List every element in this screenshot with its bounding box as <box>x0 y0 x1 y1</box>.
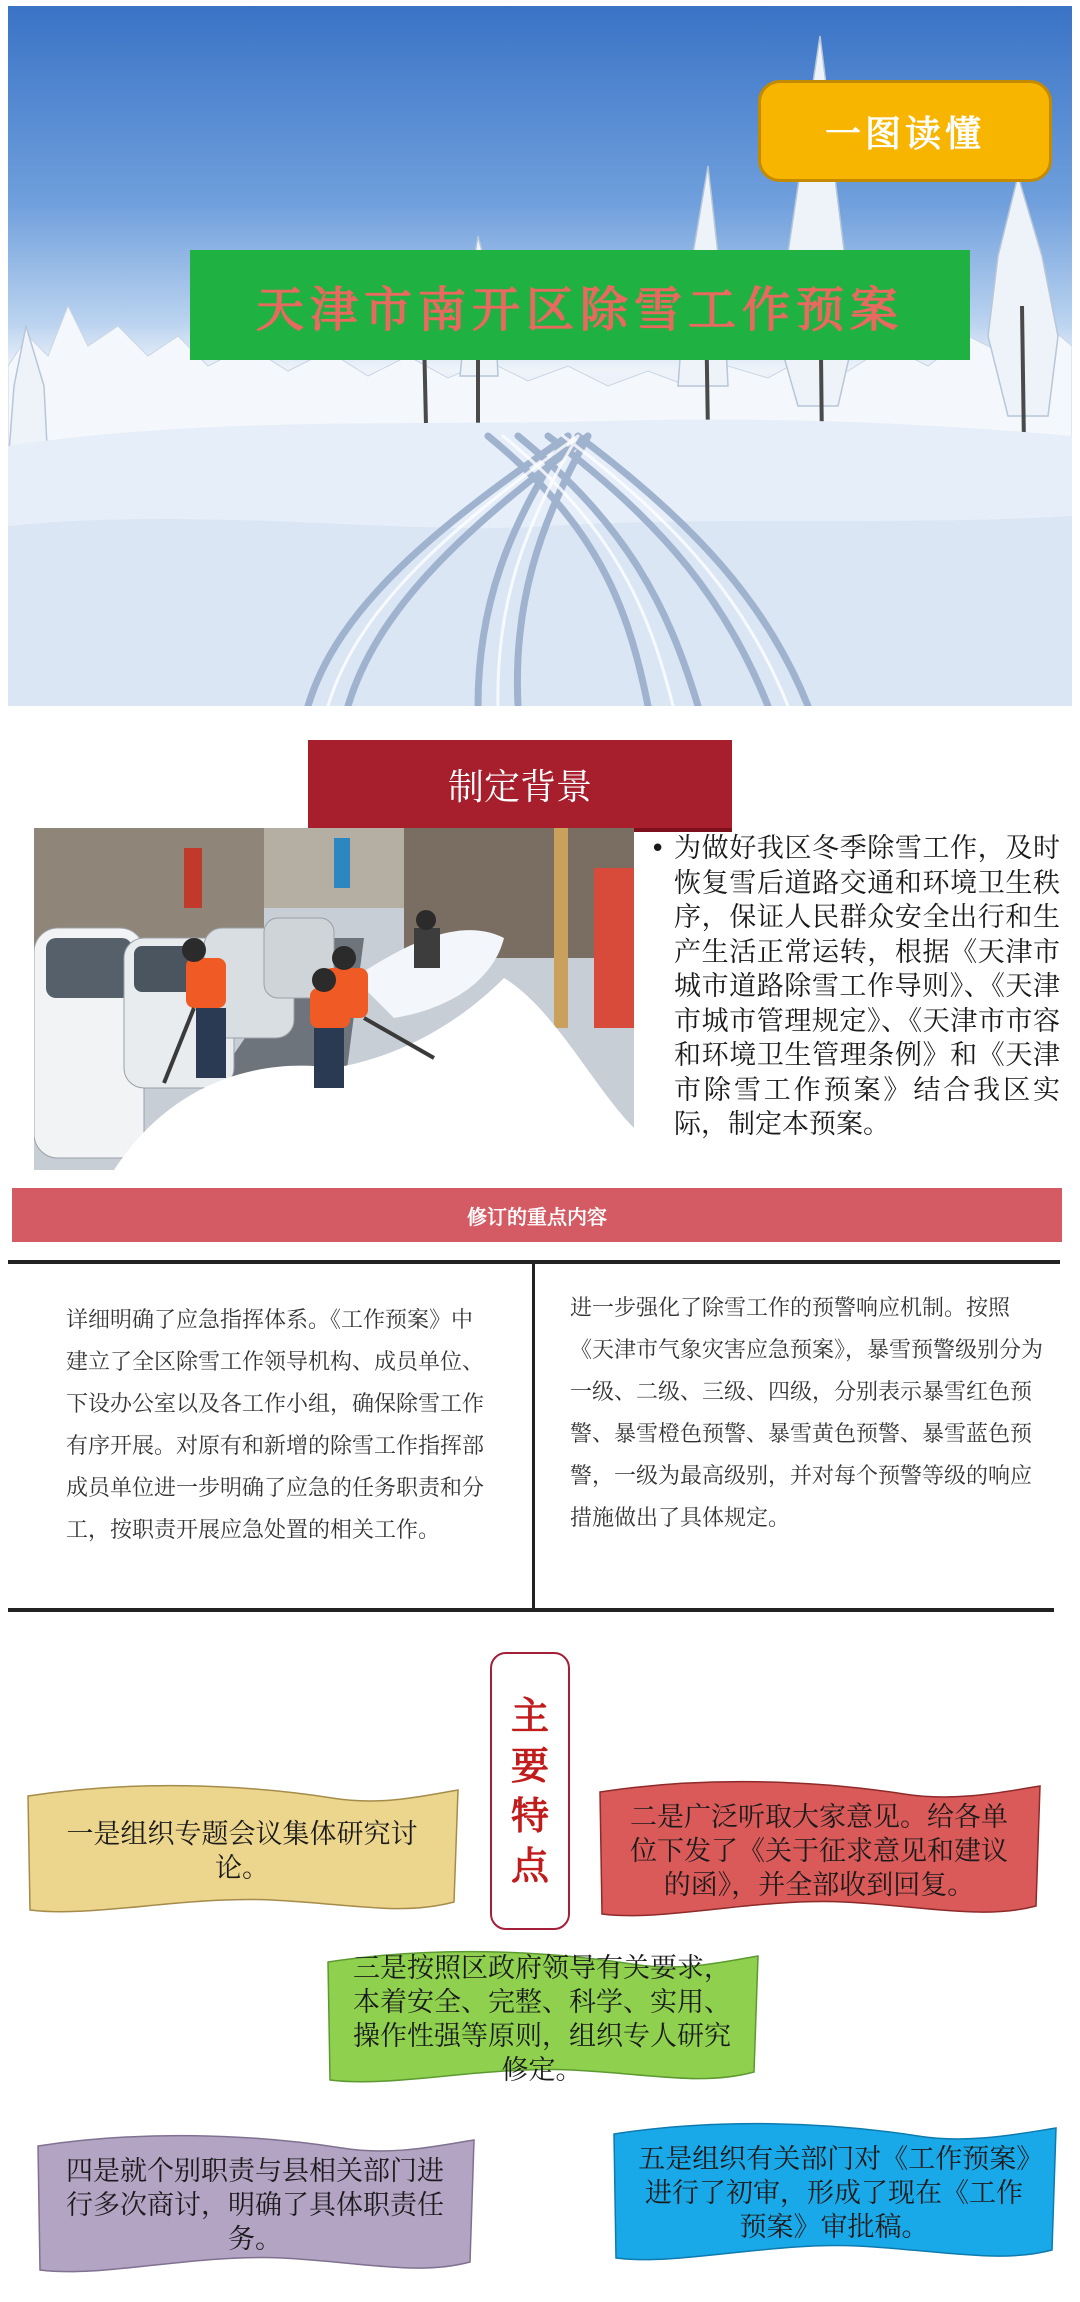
revision-heading: 修订的重点内容 <box>12 1188 1062 1242</box>
snow-clearing-photo <box>34 828 634 1170</box>
street-snow-clearing-illustration <box>34 828 634 1170</box>
feature-text-1: 一是组织专题会议集体研究讨论。 <box>66 1819 418 1884</box>
revision-left-text: 详细明确了应急指挥体系。《工作预案》中建立了全区除雪工作领导机构、成员单位、下设办公室以及各工作小组，确保除雪工作有序开展。对原有和新增的除雪工作指挥部成员单位进一步明确了应急的任务职责和分工，按职责开展应急处置的相关工作。 <box>66 1308 485 1543</box>
bullet-dot-icon: • <box>650 834 666 864</box>
feature-banner-5 <box>608 2120 1060 2268</box>
one-chart-badge: 一图读懂 <box>758 80 1052 182</box>
features-heading-char: 特 <box>510 1794 549 1838</box>
feature-banner-4 <box>32 2132 478 2280</box>
features-heading-char: 主 <box>510 1694 549 1738</box>
feature-banner-3 <box>322 1950 762 2090</box>
feature-banner-1 <box>22 1784 462 1920</box>
revision-column-divider <box>532 1262 535 1610</box>
page-title: 天津市南开区除雪工作预案 <box>190 250 970 360</box>
feature-text-3: 三是按照区政府领导有关要求，本着安全、完整、科学、实用、操作性强等原则，组织专人研究修定。 <box>353 1953 731 2086</box>
background-paragraph <box>650 832 1060 1143</box>
features-heading <box>490 1652 570 1930</box>
feature-text-2: 二是广泛听取大家意见。给各单位下发了《关于征求意见和建议的函》，并全部收到回复。 <box>630 1802 1008 1901</box>
features-heading-char: 要 <box>510 1744 549 1788</box>
revision-right-text: 进一步强化了除雪工作的预警响应机制。按照《天津市气象灾害应急预案》，暴雪预警级别分为一级、二级、三级、四级，分别表示暴雪红色预警、暴雪橙色预警、暴雪黄色预警、暴雪蓝色预警，一级为最高级别，并对每个预警等级的响应措施做出了具体规定。 <box>570 1296 1044 1531</box>
feature-banner-2 <box>594 1780 1044 1924</box>
feature-text-4: 四是就个别职责与县相关部门进行多次商讨，明确了具体职责任务。 <box>66 2156 444 2255</box>
background-heading: 制定背景 <box>308 740 732 828</box>
features-heading-char: 点 <box>510 1844 549 1888</box>
background-text: 为做好我区冬季除雪工作，及时恢复雪后道路交通和环境卫生秩序，保证人民群众安全出行和生产生活正常运转，根据《天津市城市道路除雪工作导则》、《天津市城市管理规定》、《天津市市容和环境卫生管理条例》和《天津市除雪工作预案》结合我区实际，制定本预案。 <box>674 833 1060 1140</box>
feature-text-5: 五是组织有关部门对《工作预案》进行了初审，形成了现在《工作预案》审批稿。 <box>638 2144 1030 2243</box>
hero-banner <box>8 6 1072 706</box>
revision-bottom-divider <box>8 1608 1054 1612</box>
